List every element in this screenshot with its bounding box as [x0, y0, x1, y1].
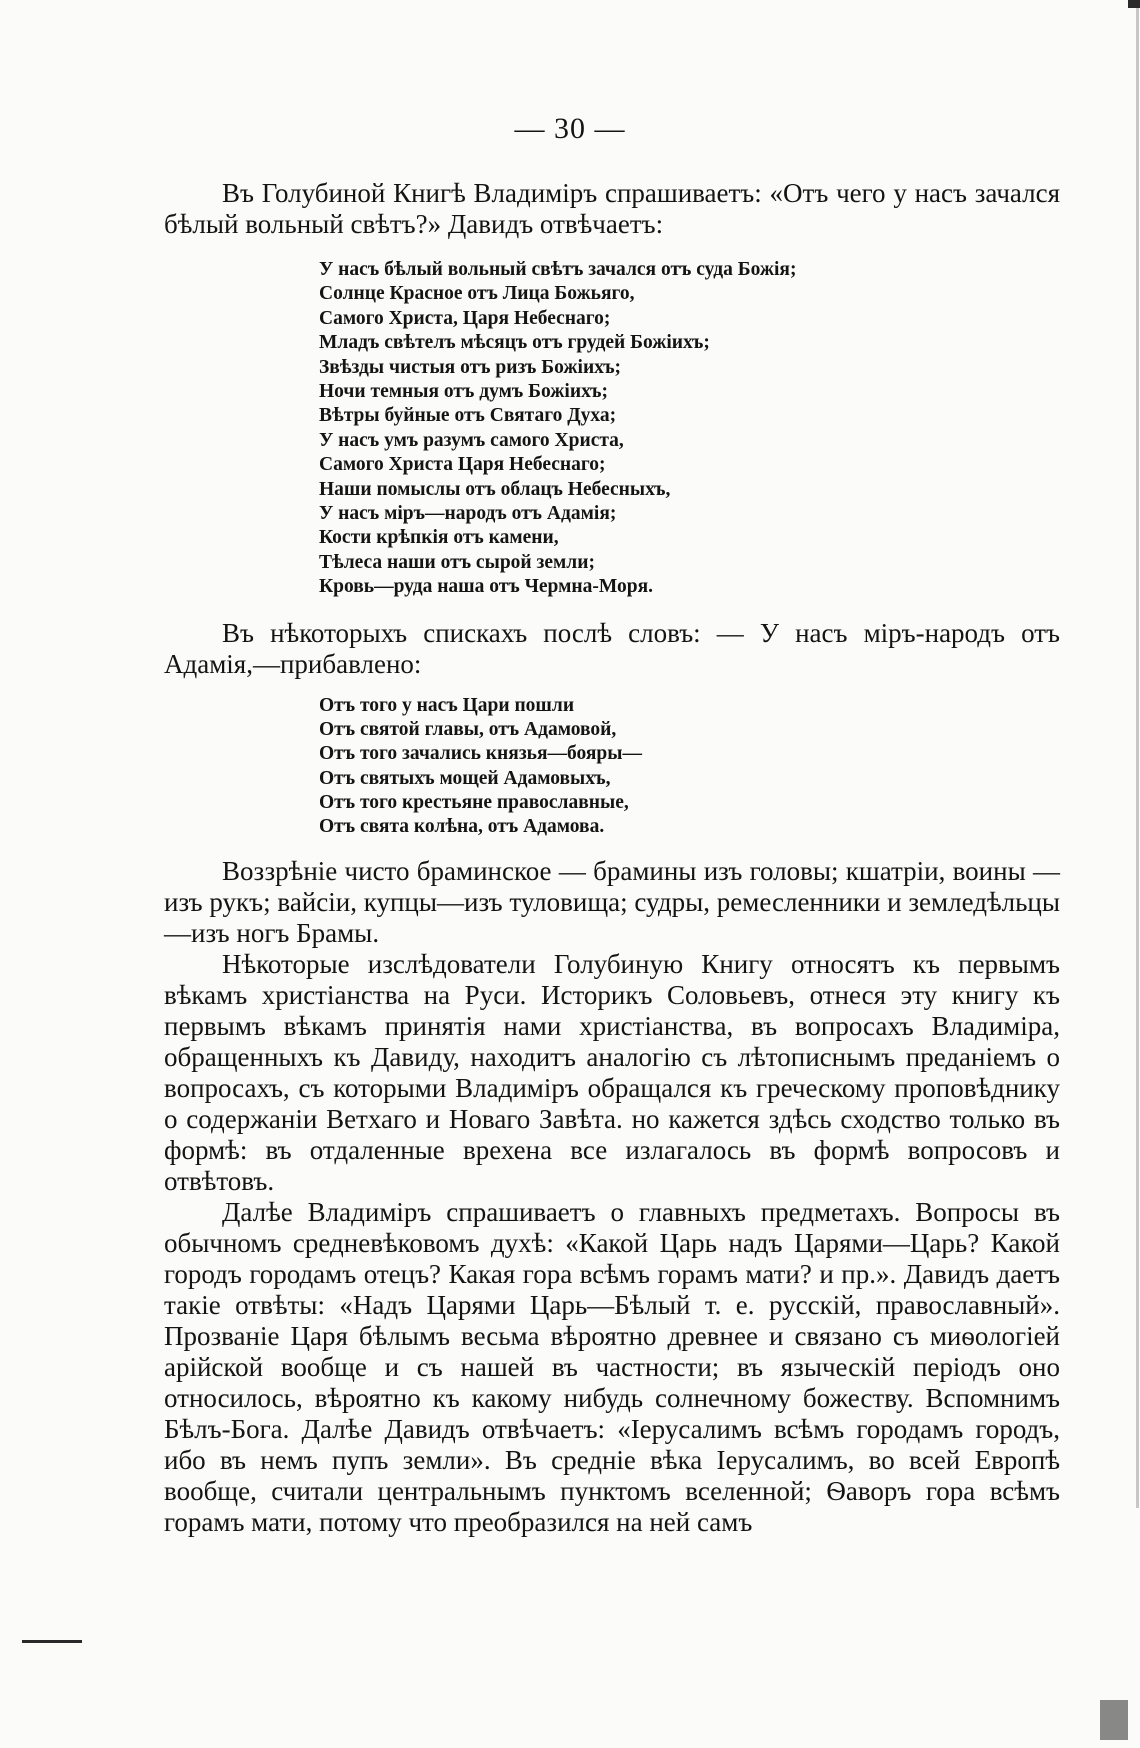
verse-line: Отъ святой главы, отъ Адамовой,: [319, 719, 617, 741]
verse-line: Кровь—руда наша отъ Чермна-Моря.: [319, 576, 654, 598]
verse-line: Отъ того зачались князья—бояры—: [319, 743, 643, 765]
scan-edge-mark: [1128, 0, 1140, 8]
verse-line: У насъ бѣлый вольный свѣтъ зачался отъ суда Божія;: [319, 259, 797, 280]
paragraph: Далѣе Владиміръ спрашиваетъ о главныхъ предметахъ. Вопросы въ обычномъ средневѣковомъ духѣ: «Какой Царь надъ Царями—Царь? Какой городъ городамъ отецъ? Какая гора всѣмъ горамъ мати? и пр.». Давидъ даетъ такіе отвѣты: «Надъ Царями Царь—Бѣлый т. е. русскій, православный». Прозваніе Царя бѣлымъ весьма вѣроятно древнее и связано съ миѳологіей арійской вообще и съ нашей въ частности; въ языческій періодъ оно относилось, вѣроятно къ какому нибудь солнечному божеству. Вспомнимъ Бѣлъ-Бога. Далѣе Давидъ отвѣчаетъ: «Іерусалимъ всѣмъ городамъ городъ, ибо въ немъ пупъ земли». Въ средніе вѣка Іерусалимъ, во всей Европѣ вообще, считали центральнымъ пунктомъ вселенной; Ѳаворъ гора всѣмъ горамъ мати, потому что преобразился на ней самъ: [164, 1197, 1060, 1537]
body-text: [164, 856, 1060, 1538]
verse-line: Звѣзды чистыя отъ ризъ Божіихъ;: [319, 356, 622, 378]
scan-speck: [22, 1640, 82, 1643]
page-number: — 30 —: [514, 112, 626, 145]
middle-paragraph: [164, 618, 1060, 680]
middle-text: Въ нѣкоторыхъ спискахъ послѣ словъ: — У насъ міръ-народъ отъ Адамія,—прибавлено:: [164, 618, 1060, 679]
verse-line: Наши помыслы отъ облацъ Небесныхъ,: [319, 478, 671, 500]
verse-block-1: [319, 258, 1019, 600]
verse-line: Солнце Красное отъ Лица Божьяго,: [319, 283, 635, 305]
paragraph: Воззрѣніе чисто браминское — брамины изъ головы; кшатріи, воины — изъ рукъ; вайсіи, купцы—изъ туловища; судры, ремесленники и земледѣльцы—изъ ногъ Брамы.: [164, 856, 1060, 948]
scan-speck: [1100, 1700, 1128, 1740]
verse-line: Отъ того крестьяне православные,: [319, 791, 629, 813]
verse-line: Ночи темныя отъ думъ Божіихъ;: [319, 381, 608, 403]
verse-line: Кости крѣпкія отъ камени,: [319, 527, 559, 549]
paragraph: Нѣкоторые изслѣдователи Голубиную Книгу относятъ къ первымъ вѣкамъ христіанства на Руси. Историкъ Соловьевъ, отнеся эту книгу къ первымъ вѣкамъ принятія нами христіанства, въ вопросахъ Владиміра, обращенныхъ къ Давиду, находитъ аналогію съ лѣтописнымъ преданіемъ о вопросахъ, съ которыми Владиміръ обращался къ греческому проповѣднику о содержаніи Ветхаго и Новаго Завѣта. но кажется здѣсь сходство только въ формѣ: въ отдаленные врехена все излагалось въ формѣ вопросовъ и отвѣтовъ.: [164, 949, 1060, 1196]
verse-line: Вѣтры буйные отъ Святаго Духа;: [319, 405, 617, 427]
verse-line: У насъ міръ—народъ отъ Адамія;: [319, 503, 617, 525]
verse-line: Тѣлеса наши отъ сырой земли;: [319, 551, 595, 573]
verse-line: Младъ свѣтелъ мѣсяцъ отъ грудей Божіихъ;: [319, 332, 710, 354]
verse-line: Отъ свята колѣна, отъ Адамова.: [319, 816, 605, 838]
verse-line: У насъ умъ разумъ самого Христа,: [319, 429, 624, 451]
scan-edge-mark: [1136, 8, 1139, 1508]
verse-block-2: [319, 694, 1019, 839]
intro-paragraph: [164, 178, 1060, 240]
verse-line: Самого Христа Царя Небеснаго;: [319, 454, 606, 476]
verse-line: Отъ того у насъ Цари пошли: [319, 695, 575, 716]
verse-line: Самого Христа, Царя Небеснаго;: [319, 307, 611, 329]
intro-text: Въ Голубиной Книгѣ Владиміръ спрашиваетъ: «Отъ чего у насъ зачался бѣлый вольный свѣтъ?» Давидъ отвѣчаетъ:: [164, 178, 1060, 239]
verse-line: Отъ святыхъ мощей Адамовыхъ,: [319, 767, 611, 789]
